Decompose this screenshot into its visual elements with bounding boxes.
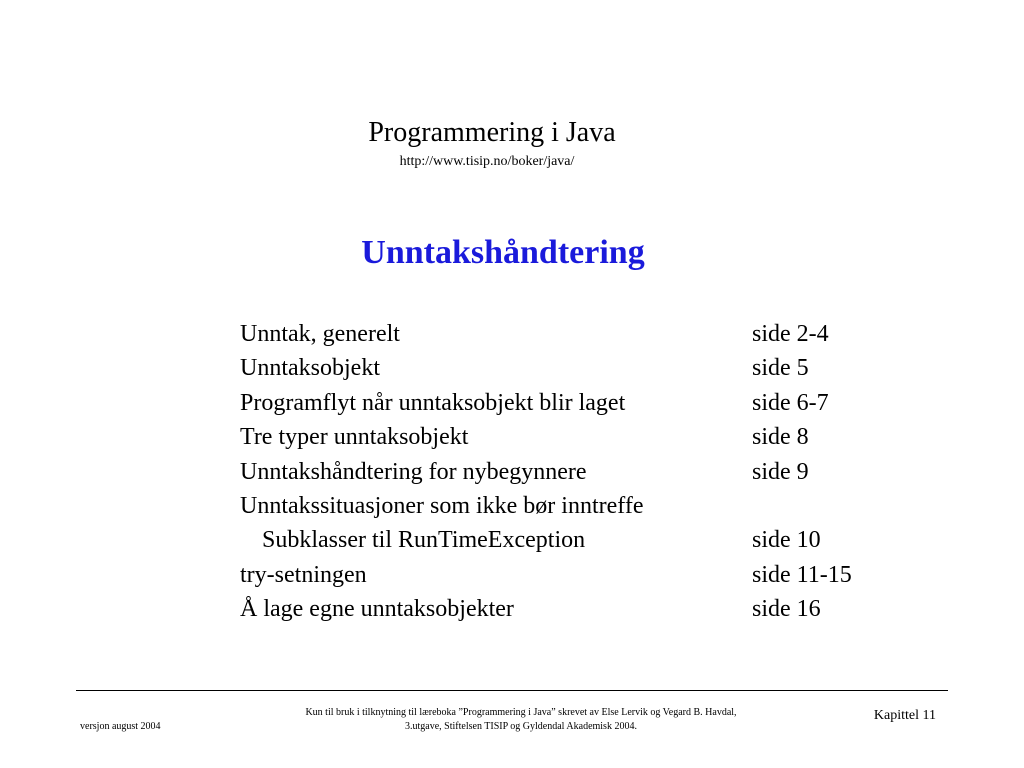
toc-item-page: side 9 [752, 458, 809, 485]
toc-item-page: side 2-4 [752, 321, 829, 347]
toc-item [240, 317, 900, 351]
toc-item-topic: Unntak, generelt [240, 321, 400, 347]
toc-item-page: side 10 [752, 527, 821, 554]
toc-item [240, 592, 900, 626]
toc-item-topic: Tre typer unntaksobjekt [240, 424, 469, 451]
toc-item-topic: Unntakssituasjoner som ikke bør inntreffe [240, 492, 644, 519]
footer-version: versjon august 2004 [80, 721, 161, 732]
toc-item [240, 420, 900, 454]
toc-item [240, 558, 900, 592]
book-url: http://www.tisip.no/boker/java/ [399, 154, 575, 169]
toc-item-topic: Unntaksobjekt [240, 355, 380, 382]
footer-divider [76, 690, 948, 691]
footer-chapter-label: Kapittel 11 [873, 708, 936, 723]
toc-item-topic: Unntakshåndtering for nybegynnere [240, 458, 587, 485]
footer-notice-line: Kun til bruk i tilknytning til læreboka ”Programmering i Java” skrevet av Else Lervik og Vegard B. Havdal, [305, 707, 737, 718]
toc-item-topic: try-setningen [240, 561, 367, 588]
toc-item-topic: Å lage egne unntaksobjekter [240, 596, 514, 623]
toc-item [240, 351, 900, 385]
book-title: Programmering i Java [368, 117, 616, 148]
toc-item-page: side 8 [752, 424, 809, 451]
footer-copyright-notice [256, 706, 786, 734]
toc-item [240, 386, 900, 420]
toc-item [240, 489, 900, 523]
toc-item-page: side 16 [752, 596, 821, 623]
toc-subitem [240, 523, 900, 557]
toc-item-page: side 6-7 [752, 389, 829, 416]
table-of-contents [240, 317, 900, 627]
toc-item-page: side 11-15 [752, 561, 852, 588]
toc-item-topic: Programflyt når unntaksobjekt blir laget [240, 389, 626, 416]
slide-title: Unntakshåndtering [361, 234, 645, 271]
toc-item [240, 455, 900, 489]
toc-item-page: side 5 [752, 355, 809, 382]
toc-item-topic: Subklasser til RunTimeException [262, 527, 586, 554]
footer-notice-line: 3.utgave, Stiftelsen TISIP og Gyldendal Akademisk 2004. [405, 721, 637, 732]
